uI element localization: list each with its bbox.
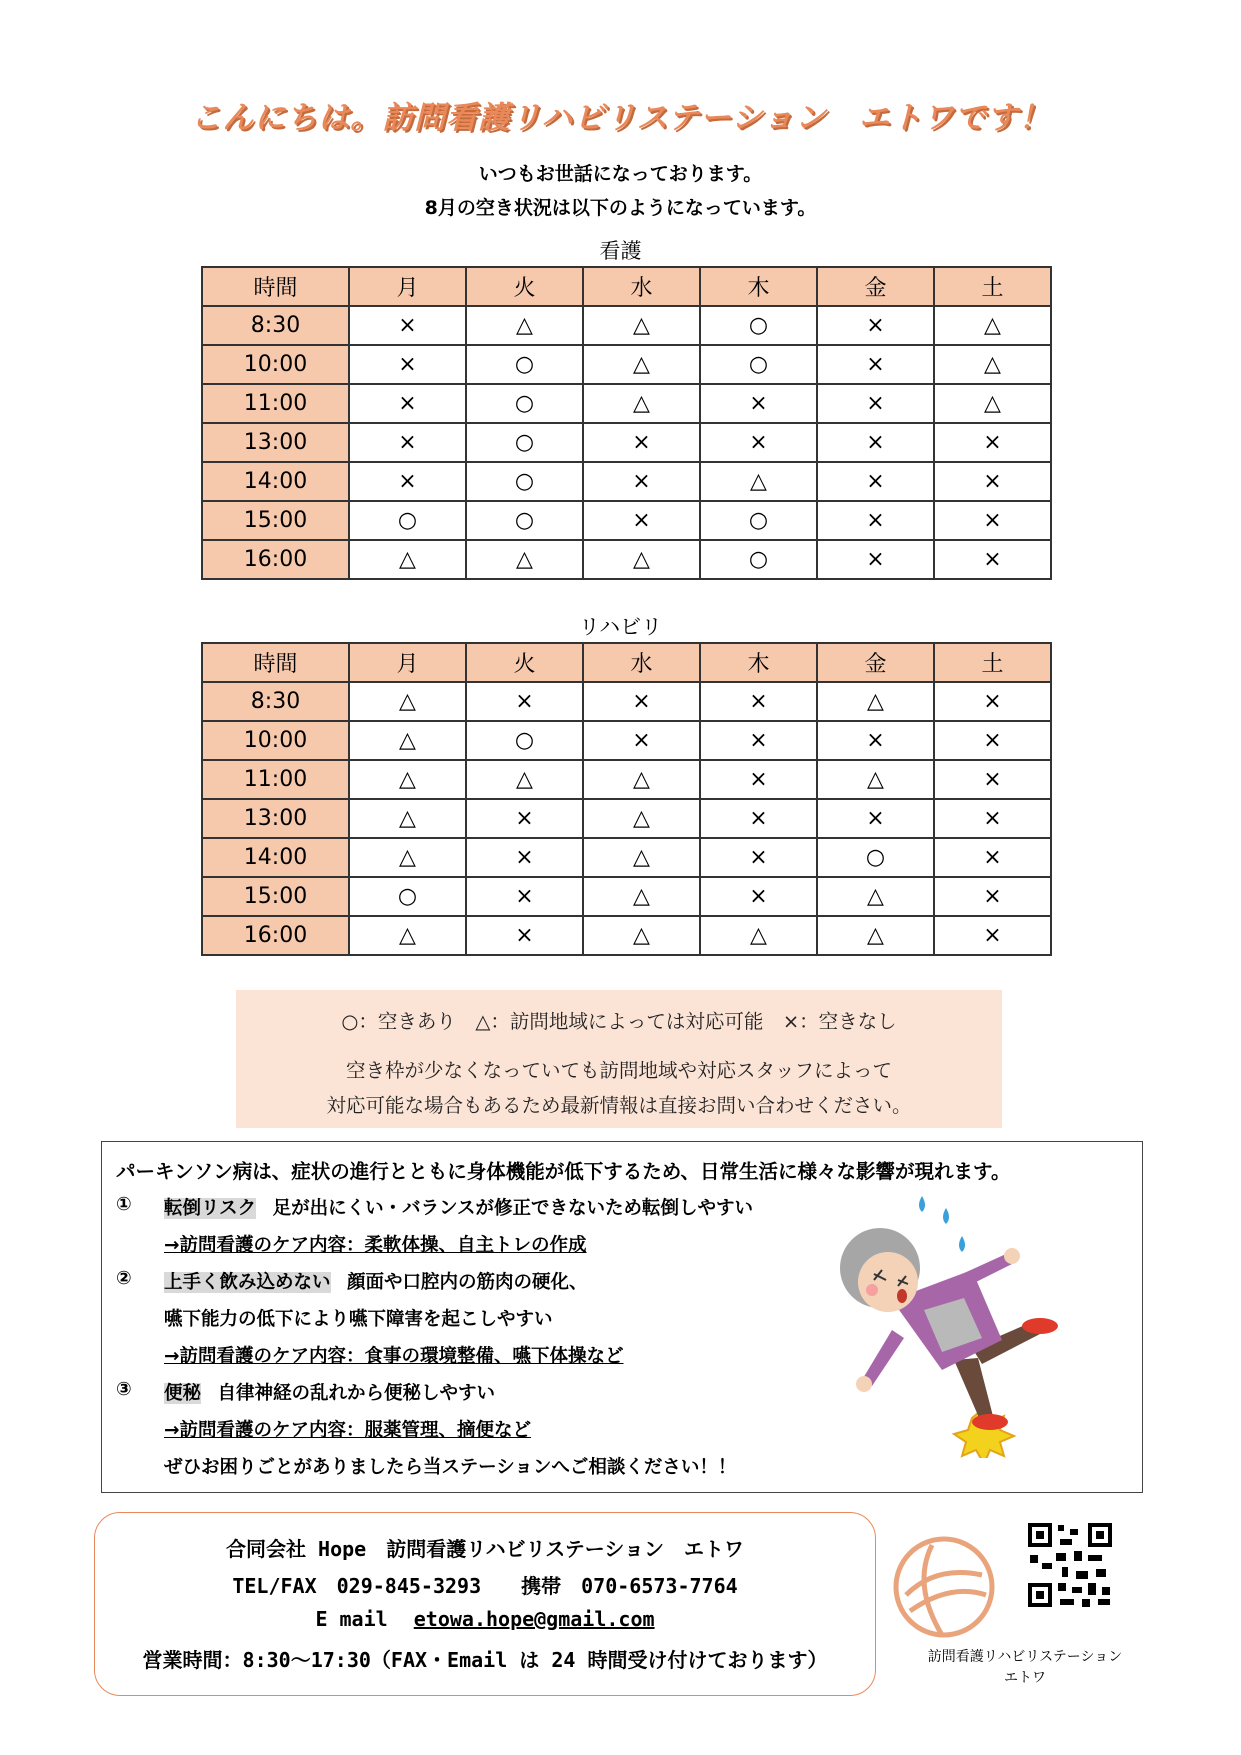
time-cell: 14:00 [202, 462, 349, 501]
availability-cell: × [349, 384, 466, 423]
item-2-label: 上手く飲み込めない [164, 1272, 331, 1293]
availability-cell: × [466, 682, 583, 721]
parkinson-info-box [101, 1141, 1143, 1493]
availability-cell: × [934, 877, 1051, 916]
table-row [202, 501, 1051, 540]
item-3-care: →訪問看護のケア内容：服薬管理、摘便など [164, 1420, 532, 1441]
legend-note-2: 対応可能な場合もあるため最新情報は直接お問い合わせください。 [326, 1094, 912, 1117]
availability-cell: △ [583, 916, 700, 955]
availability-cell: × [700, 682, 817, 721]
column-header: 時間 [202, 267, 349, 306]
time-cell: 8:30 [202, 682, 349, 721]
availability-cell: × [583, 462, 700, 501]
contact-company: 合同会社 Hope 訪問看護リハビリステーション エトワ [225, 1537, 744, 1561]
availability-cell: △ [700, 916, 817, 955]
time-cell: 13:00 [202, 423, 349, 462]
availability-cell: △ [466, 540, 583, 579]
availability-cell: × [817, 423, 934, 462]
availability-cell: △ [583, 384, 700, 423]
availability-cell: × [583, 682, 700, 721]
availability-cell: △ [466, 306, 583, 345]
availability-cell: ○ [700, 540, 817, 579]
availability-cell: × [934, 721, 1051, 760]
availability-cell: ○ [466, 501, 583, 540]
nursing-schedule-table [201, 266, 1052, 580]
greeting-line-2: 8月の空き状況は以下のようになっています。 [424, 197, 817, 219]
time-cell: 15:00 [202, 877, 349, 916]
availability-cell: × [349, 423, 466, 462]
greeting-line-1: いつもお世話になっております。 [478, 163, 763, 185]
contact-email-link[interactable]: etowa.hope@gmail.com [413, 1607, 655, 1631]
availability-cell: △ [349, 682, 466, 721]
column-header: 金 [817, 267, 934, 306]
table-header-row [202, 267, 1051, 306]
availability-cell: △ [934, 384, 1051, 423]
sweat-drop-icon [943, 1208, 949, 1224]
availability-cell: × [817, 501, 934, 540]
table-row [202, 345, 1051, 384]
availability-cell: × [934, 501, 1051, 540]
availability-cell: × [934, 799, 1051, 838]
item-2-number: ② [116, 1268, 132, 1289]
sweat-drop-icon [959, 1236, 965, 1252]
table-row [202, 877, 1051, 916]
availability-cell: △ [583, 838, 700, 877]
availability-cell: × [700, 799, 817, 838]
availability-cell: × [700, 384, 817, 423]
availability-cell: ○ [817, 838, 934, 877]
availability-cell: × [583, 721, 700, 760]
availability-cell: × [700, 760, 817, 799]
table-row [202, 384, 1051, 423]
table-row [202, 423, 1051, 462]
item-3-label: 便秘 [164, 1383, 202, 1404]
availability-cell: × [817, 721, 934, 760]
info-intro: パーキンソン病は、症状の進行とともに身体機能が低下するため、日常生活に様々な影響が現れます。 [116, 1160, 1011, 1183]
availability-cell: △ [583, 345, 700, 384]
availability-cell: × [349, 306, 466, 345]
availability-cell: △ [583, 760, 700, 799]
info-closing: ぜひお困りごとがありましたら当ステーションへご相談ください！！ [164, 1457, 737, 1478]
item-3-row [164, 1379, 495, 1405]
availability-cell: × [934, 916, 1051, 955]
time-cell: 14:00 [202, 838, 349, 877]
page-title: こんにちは。訪問看護リハビリステーション エトワです！ [190, 100, 1051, 136]
column-header: 時間 [202, 643, 349, 682]
item-2-text-2: 嚥下能力の低下により嚥下障害を起こしやすい [164, 1309, 553, 1330]
availability-cell: △ [700, 462, 817, 501]
availability-cell: × [934, 682, 1051, 721]
availability-cell: × [934, 838, 1051, 877]
availability-cell: ○ [466, 721, 583, 760]
availability-cell: × [700, 877, 817, 916]
availability-cell: △ [934, 306, 1051, 345]
availability-cell: × [817, 462, 934, 501]
availability-cell: ○ [700, 306, 817, 345]
time-cell: 8:30 [202, 306, 349, 345]
item-1-number: ① [116, 1194, 132, 1215]
table-row [202, 916, 1051, 955]
time-cell: 11:00 [202, 760, 349, 799]
table-row [202, 682, 1051, 721]
availability-cell: × [934, 540, 1051, 579]
rehab-caption: リハビリ [578, 615, 663, 639]
availability-cell: △ [934, 345, 1051, 384]
availability-cell: × [934, 423, 1051, 462]
rehab-schedule-table [201, 642, 1052, 956]
availability-cell: × [466, 877, 583, 916]
availability-cell: × [349, 345, 466, 384]
availability-cell: ○ [700, 345, 817, 384]
time-cell: 10:00 [202, 345, 349, 384]
qr-code-icon[interactable] [1026, 1521, 1114, 1609]
contact-email-row [95, 1607, 875, 1631]
contact-tel: TEL/FAX 029-845-3293 携帯 070-6573-7764 [232, 1574, 738, 1598]
column-header: 木 [700, 267, 817, 306]
availability-cell: × [817, 799, 934, 838]
item-3-text: 自律神経の乱れから便秘しやすい [217, 1383, 495, 1404]
availability-cell: ○ [466, 423, 583, 462]
sweat-drop-icon [919, 1196, 925, 1212]
availability-cell: △ [466, 760, 583, 799]
availability-cell: △ [349, 916, 466, 955]
availability-cell: ○ [466, 384, 583, 423]
column-header: 木 [700, 643, 817, 682]
time-cell: 16:00 [202, 916, 349, 955]
availability-cell: × [700, 423, 817, 462]
availability-cell: △ [349, 799, 466, 838]
availability-cell: × [817, 306, 934, 345]
availability-cell: × [700, 721, 817, 760]
availability-cell: △ [583, 877, 700, 916]
column-header: 土 [934, 267, 1051, 306]
logo-caption-line-2: エトワ [1004, 1670, 1046, 1686]
table-row [202, 799, 1051, 838]
availability-cell: × [934, 462, 1051, 501]
table-row [202, 760, 1051, 799]
column-header: 月 [349, 267, 466, 306]
time-cell: 11:00 [202, 384, 349, 423]
column-header: 火 [466, 267, 583, 306]
contact-email-label: E mail [315, 1607, 388, 1631]
availability-cell: × [583, 501, 700, 540]
column-header: 火 [466, 643, 583, 682]
availability-cell: × [583, 423, 700, 462]
availability-cell: △ [583, 540, 700, 579]
time-cell: 10:00 [202, 721, 349, 760]
availability-cell: △ [817, 877, 934, 916]
contact-box [94, 1512, 876, 1696]
legend-box [236, 990, 1002, 1128]
availability-cell: △ [817, 916, 934, 955]
item-1-row [164, 1194, 753, 1220]
logo-caption-line-1: 訪問看護リハビリステーション [927, 1649, 1123, 1665]
item-2-row [164, 1268, 587, 1294]
availability-cell: △ [817, 682, 934, 721]
table-header-row [202, 643, 1051, 682]
nursing-caption: 看護 [599, 239, 642, 263]
column-header: 水 [583, 643, 700, 682]
time-cell: 15:00 [202, 501, 349, 540]
falling-person-illustration [822, 1190, 1122, 1458]
availability-cell: △ [349, 838, 466, 877]
item-1-text: 足が出にくい・バランスが修正できないため転倒しやすい [272, 1198, 754, 1219]
availability-cell: × [466, 838, 583, 877]
column-header: 水 [583, 267, 700, 306]
table-row [202, 721, 1051, 760]
availability-cell: × [817, 540, 934, 579]
availability-cell: △ [817, 760, 934, 799]
availability-cell: ○ [466, 345, 583, 384]
availability-cell: △ [349, 540, 466, 579]
time-cell: 16:00 [202, 540, 349, 579]
availability-cell: × [466, 799, 583, 838]
time-cell: 13:00 [202, 799, 349, 838]
etowa-logo [892, 1535, 996, 1639]
availability-cell: × [700, 838, 817, 877]
availability-cell: △ [583, 306, 700, 345]
availability-cell: × [817, 384, 934, 423]
availability-cell: × [934, 760, 1051, 799]
contact-hours: 営業時間：8:30～17:30（FAX・Email は 24 時間受け付けております） [142, 1648, 828, 1672]
table-row [202, 838, 1051, 877]
legend-symbols: ○：空きあり △：訪問地域によっては対応可能 ×：空きなし [341, 1010, 897, 1033]
item-1-label: 転倒リスク [164, 1198, 257, 1219]
item-2-text: 顔面や口腔内の筋肉の硬化、 [346, 1272, 588, 1293]
availability-cell: △ [349, 721, 466, 760]
column-header: 月 [349, 643, 466, 682]
availability-cell: × [349, 462, 466, 501]
table-row [202, 540, 1051, 579]
availability-cell: ○ [700, 501, 817, 540]
table-row [202, 462, 1051, 501]
availability-cell: × [466, 916, 583, 955]
legend-note-1: 空き枠が少なくなっていても訪問地域や対応スタッフによって [345, 1059, 892, 1082]
availability-cell: △ [583, 799, 700, 838]
availability-cell: ○ [466, 462, 583, 501]
table-row [202, 306, 1051, 345]
item-2-care: →訪問看護のケア内容：食事の環境整備、嚥下体操など [164, 1346, 624, 1367]
item-1-care: →訪問看護のケア内容：柔軟体操、自主トレの作成 [164, 1235, 587, 1256]
availability-cell: ○ [349, 877, 466, 916]
availability-cell: × [817, 345, 934, 384]
column-header: 土 [934, 643, 1051, 682]
item-3-number: ③ [116, 1379, 132, 1400]
column-header: 金 [817, 643, 934, 682]
availability-cell: ○ [349, 501, 466, 540]
availability-cell: △ [349, 760, 466, 799]
